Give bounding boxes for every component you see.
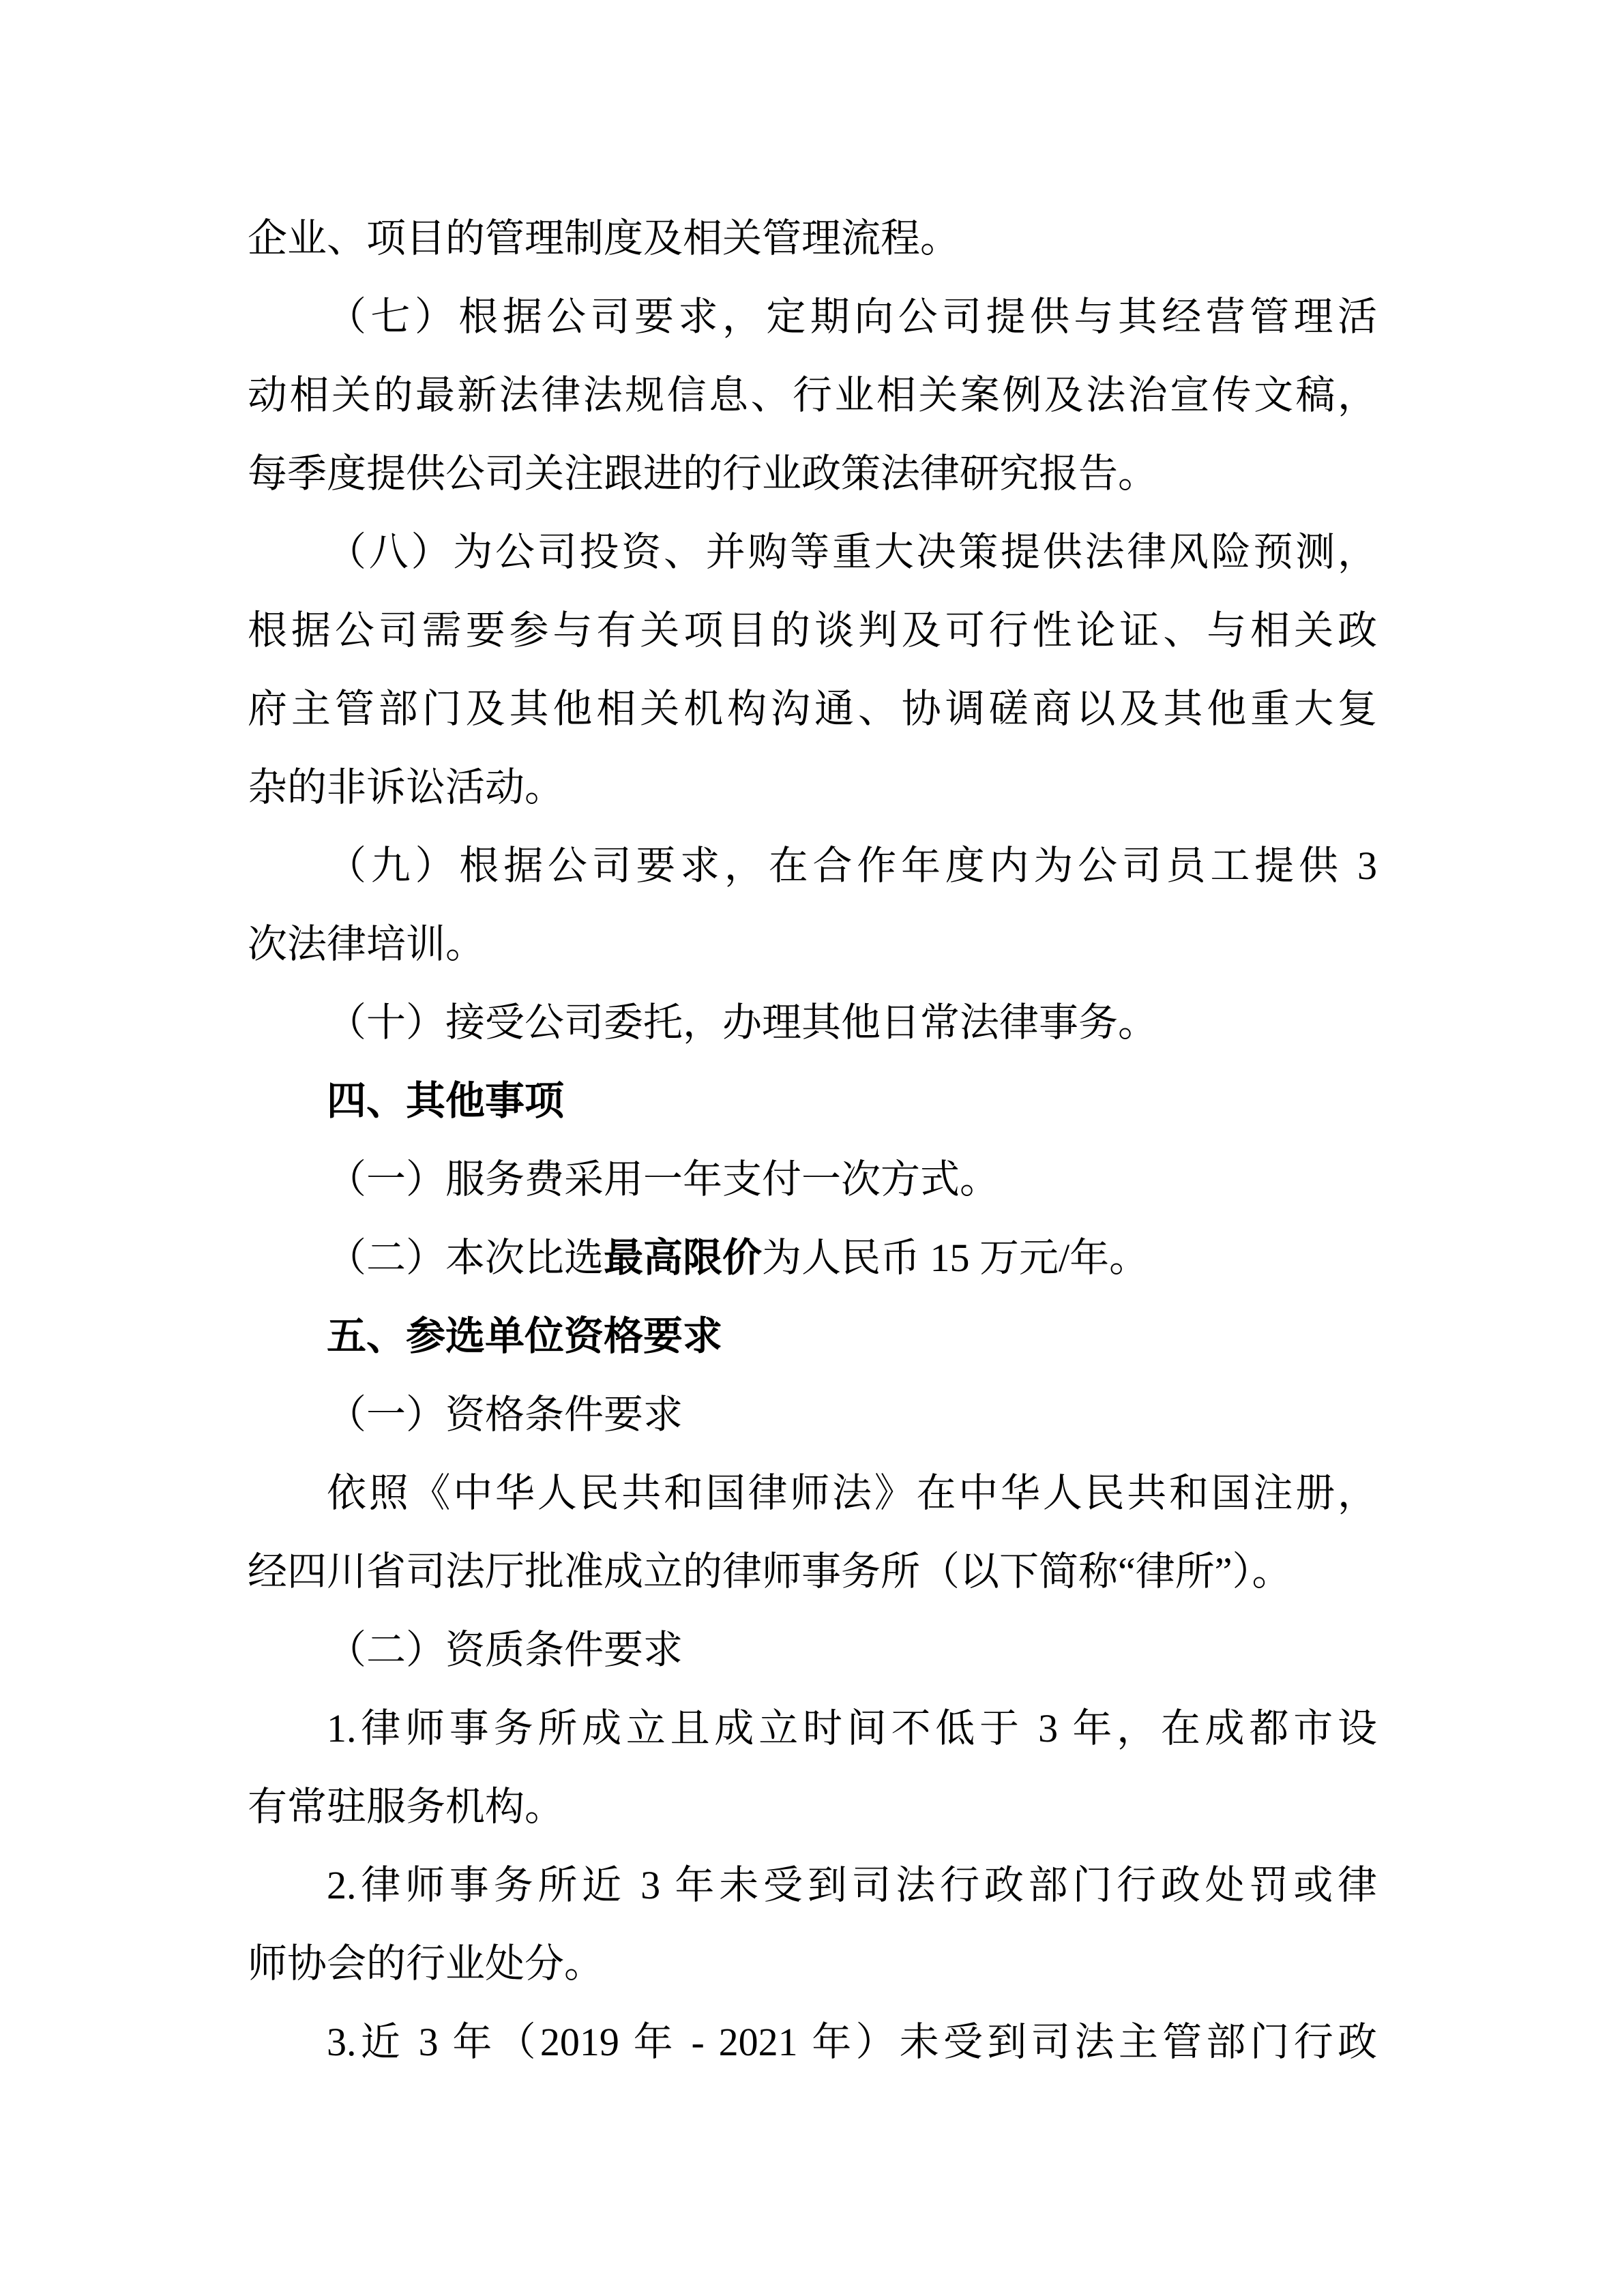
document-text-block	[248, 199, 1377, 2081]
section-heading-qualification: 五、参选单位资格要求	[327, 1314, 723, 1358]
paragraph-line-5: （八）为公司投资、并购等重大决策提供法律风险预测，	[327, 530, 1377, 574]
paragraph-line-3: 动相关的最新法律法规信息、行业相关案例及法治宣传文稿，	[248, 373, 1377, 417]
paragraph-line-19: （二）资质条件要求	[327, 1628, 683, 1672]
paragraph-line-9: （九）根据公司要求，在合作年度内为公司员工提供 3	[327, 844, 1377, 888]
max-price-bold-text: 最高限价	[604, 1236, 763, 1280]
paragraph-line-11: （十）接受公司委托，办理其他日常法律事务。	[327, 1000, 1158, 1045]
paragraph-line-7: 府主管部门及其他相关机构沟通、协调磋商以及其他重大复	[248, 687, 1377, 731]
line-14-prefix: （二）本次比选	[327, 1236, 604, 1280]
paragraph-line-8: 杂的非诉讼活动。	[248, 765, 565, 809]
paragraph-line-10: 次法律培训。	[248, 922, 486, 966]
paragraph-line-13: （一）服务费采用一年支付一次方式。	[327, 1157, 1000, 1202]
paragraph-line-14	[248, 1219, 1377, 1297]
paragraph-line-2: （七）根据公司要求，定期向公司提供与其经营管理活	[327, 295, 1377, 339]
paragraph-line-23: 师协会的行业处分。	[248, 1941, 604, 1986]
paragraph-line-22: 2.律师事务所近 3 年未受到司法行政部门行政处罚或律	[327, 1863, 1377, 1907]
paragraph-line-24: 3.近 3 年（2019 年 - 2021 年）未受到司法主管部门行政	[327, 2020, 1377, 2064]
paragraph-line-21: 有常驻服务机构。	[248, 1785, 565, 1829]
paragraph-line-20: 1.律师事务所成立且成立时间不低于 3 年，在成都市设	[327, 1706, 1377, 1750]
paragraph-line-17: 依照《中华人民共和国律师法》在中华人民共和国注册，	[327, 1471, 1377, 1515]
paragraph-line-6: 根据公司需要参与有关项目的谈判及可行性论证、与相关政	[248, 608, 1377, 653]
paragraph-line-18: 经四川省司法厅批准成立的律师事务所（以下简称“律所”）。	[248, 1549, 1292, 1594]
line-14-suffix: 为人民币 15 万元/年。	[762, 1236, 1149, 1280]
paragraph-line-16: （一）资格条件要求	[327, 1392, 683, 1437]
paragraph-line-1: 企业、项目的管理制度及相关管理流程。	[248, 216, 960, 260]
section-heading-other-matters: 四、其他事项	[327, 1079, 565, 1123]
paragraph-line-4: 每季度提供公司关注跟进的行业政策法律研究报告。	[248, 451, 1158, 496]
